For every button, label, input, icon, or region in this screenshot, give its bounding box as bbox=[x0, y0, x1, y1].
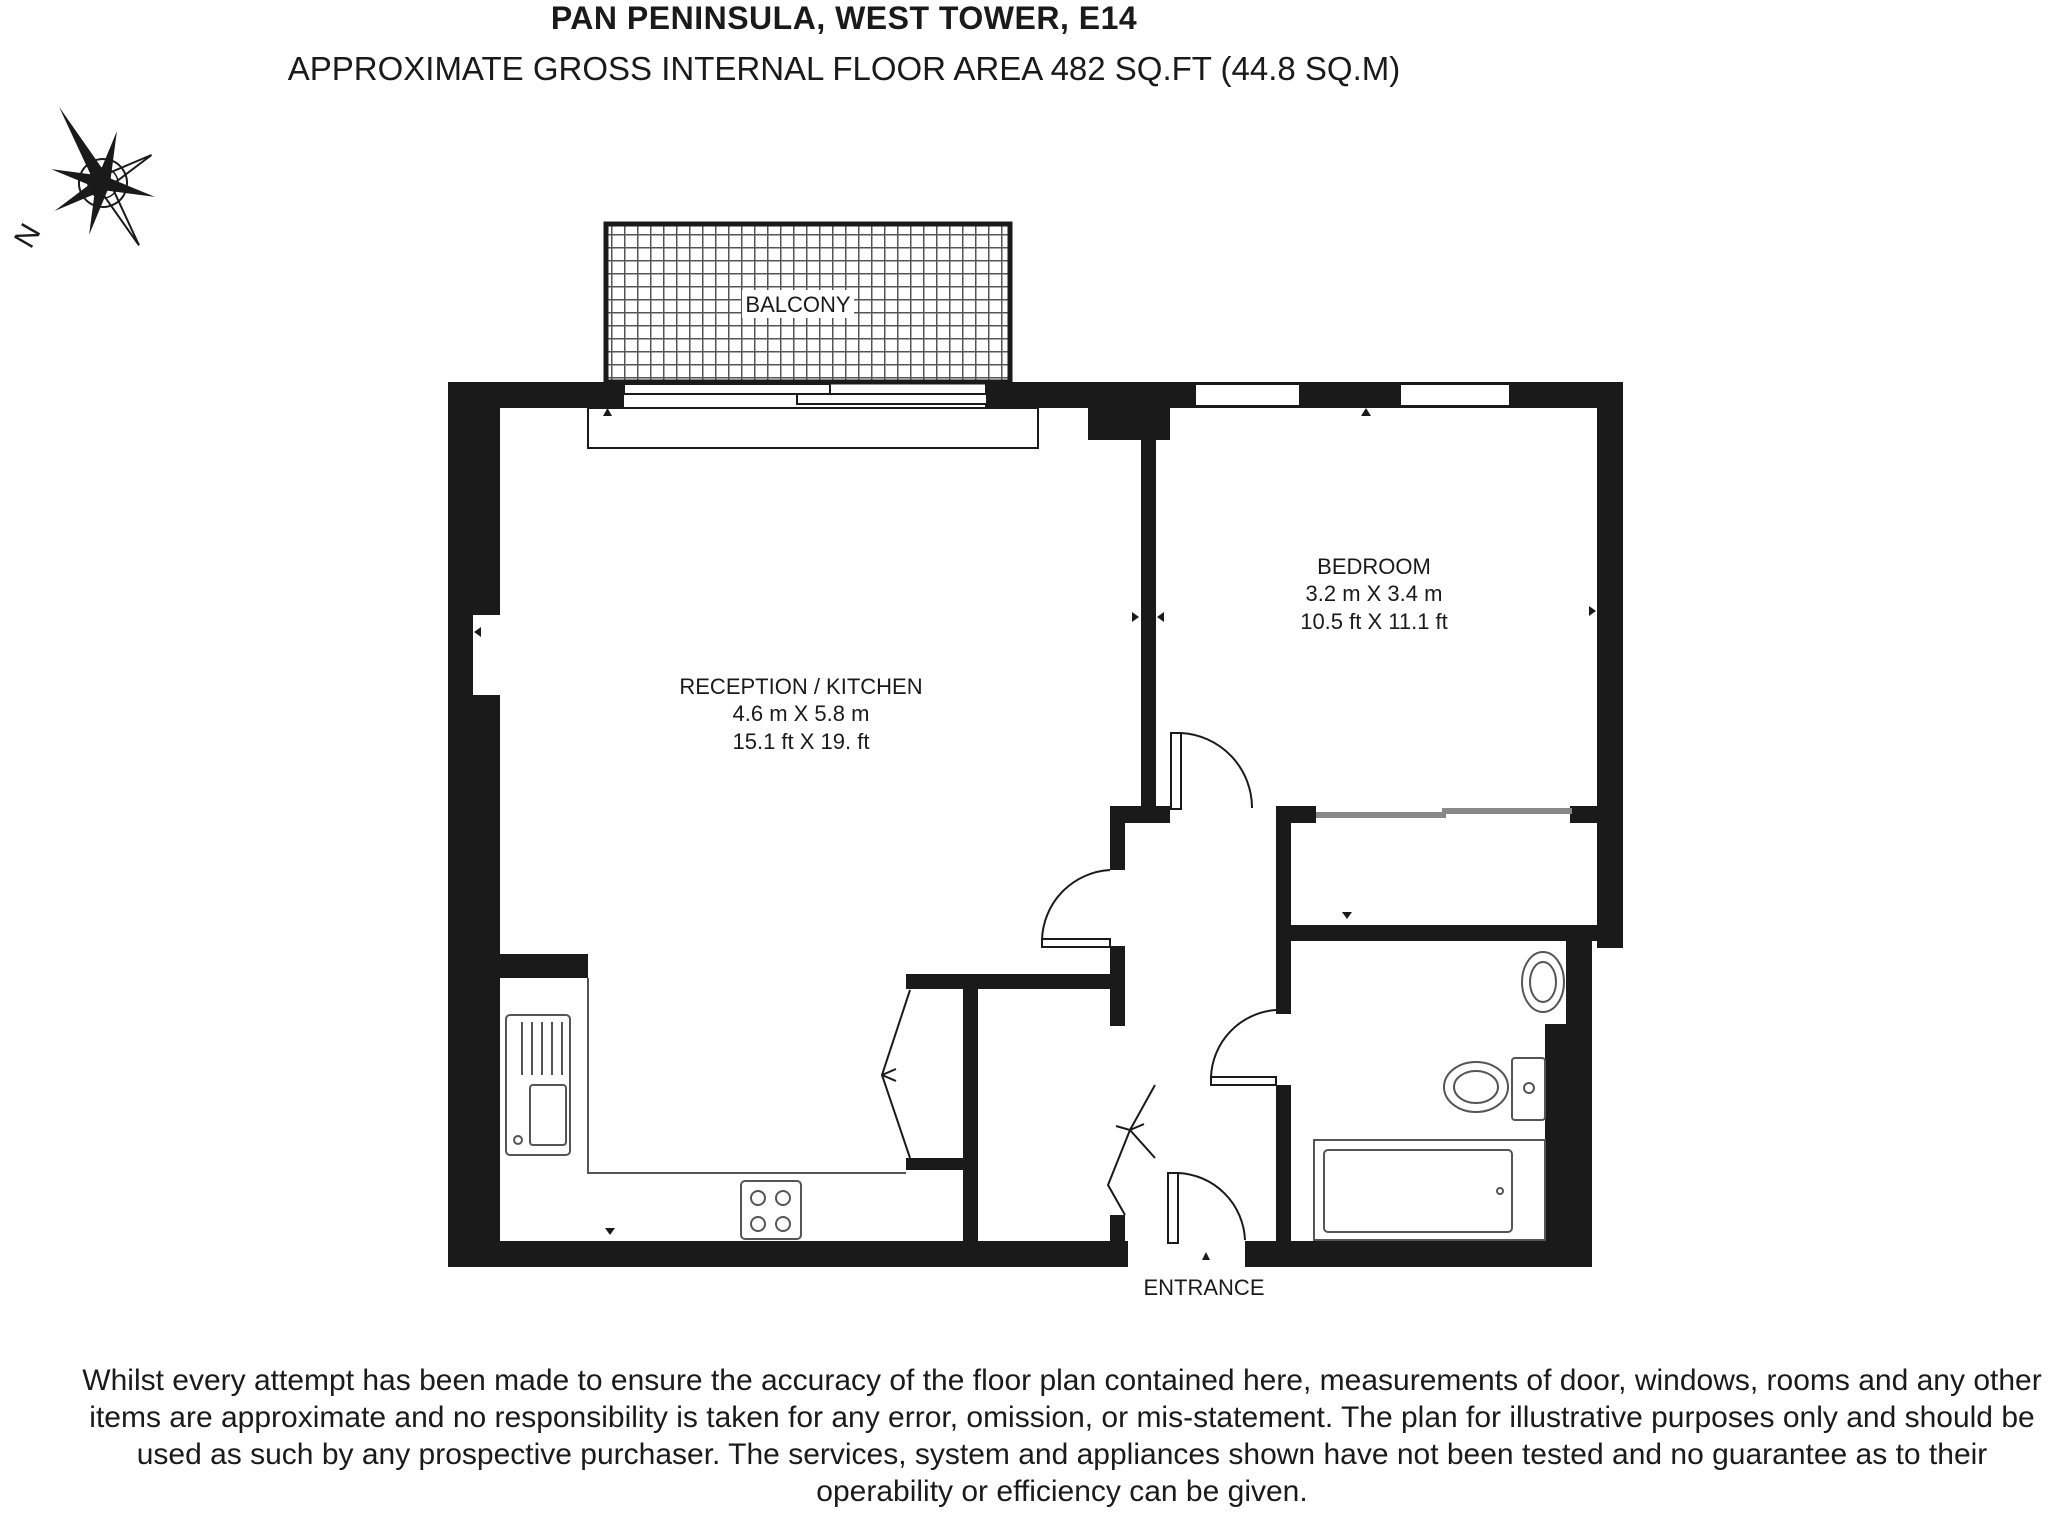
bedroom-metric: 3.2 m X 3.4 m bbox=[1305, 581, 1443, 606]
bathroom-fixtures bbox=[1314, 952, 1564, 1240]
wardrobe-doors bbox=[1316, 808, 1572, 818]
reception-imperial: 15.1 ft X 19. ft bbox=[732, 729, 870, 754]
balcony-door bbox=[588, 384, 1038, 448]
bedroom bbox=[1300, 554, 1448, 634]
entrance-label: ENTRANCE bbox=[1143, 1275, 1265, 1300]
plan-title: PAN PENINSULA, WEST TOWER, E14 bbox=[550, 0, 1138, 36]
hob-icon bbox=[741, 1181, 801, 1239]
reception-kitchen bbox=[679, 674, 922, 754]
floor-area-subtitle: APPROXIMATE GROSS INTERNAL FLOOR AREA 482 SQ.FT (44.8 SQ.M) bbox=[287, 50, 1401, 87]
kitchen-units bbox=[506, 978, 906, 1239]
dimension-markers bbox=[474, 408, 1596, 1260]
reception-label: RECEPTION / KITCHEN bbox=[679, 674, 923, 699]
balcony bbox=[606, 224, 1010, 382]
bedroom-imperial: 10.5 ft X 11.1 ft bbox=[1300, 609, 1448, 634]
reception-metric: 4.6 m X 5.8 m bbox=[732, 701, 870, 726]
disclaimer-text: Whilst every attempt has been made to ensure the accuracy of the floor plan contained here, measurements of door, windows, rooms and any other items are approximate and no responsibility is taken for any error, omission, or mis-statement. The plan for illustrative purposes only and should be used as such by any prospective purchaser. The services, system and appliances shown have not been tested and no guarantee as to their operability or efficiency can be given. bbox=[82, 1364, 2042, 1508]
balcony-label: BALCONY bbox=[745, 292, 851, 317]
bedroom-label: BEDROOM bbox=[1317, 554, 1431, 579]
north-label: N bbox=[8, 218, 48, 254]
walls bbox=[448, 382, 1623, 1267]
bath-icon bbox=[1314, 1140, 1545, 1240]
